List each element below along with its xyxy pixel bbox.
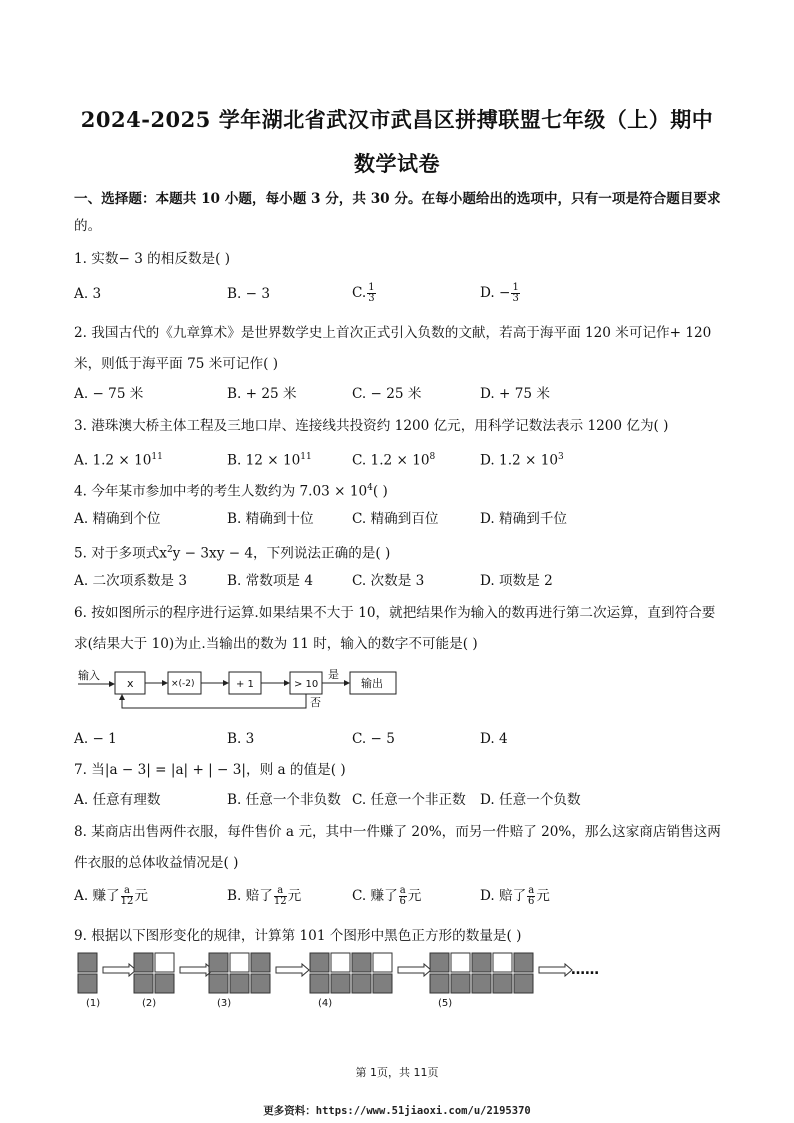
q4-stem: 4. 今年某市参加中考的考生人数约为 $7.03 \times 10^4$( )	[74, 483, 388, 500]
q5-option-d: D. 项数是 2	[480, 573, 553, 589]
pattern-square	[514, 974, 533, 993]
pattern-square	[310, 953, 329, 972]
pattern-square	[472, 953, 491, 972]
q6-stem-line2: 求(结果大于 10)为止.当输出的数为 11 时，输入的数字不可能是( )	[74, 636, 478, 652]
pattern-square	[155, 974, 174, 993]
section-heading: 一、选择题：本题共 10 小题，每小题 3 分，共 30 分。在每小题给出的选项中，只有一项是符合题目要求	[74, 191, 721, 207]
exam-title-line2: 数学试卷	[354, 151, 440, 176]
program-flowchart	[74, 664, 414, 714]
q5-stem: 5. 对于多项式$x^2y - 3xy - 4$，下列说法正确的是( )	[74, 545, 391, 562]
page-footer: 第 1页，共 11页	[355, 1066, 439, 1079]
pattern-square	[230, 974, 249, 993]
exam-title-line1: 2024-2025 学年湖北省武汉市武昌区拼搏联盟七年级（上）期中	[80, 107, 714, 132]
pattern-square	[331, 953, 350, 972]
pattern-square	[331, 974, 350, 993]
q2-stem-line2: 米，则低于海平面 75 米可记作( )	[74, 356, 278, 372]
pattern-square	[373, 953, 392, 972]
pattern-label: (5)	[438, 998, 453, 1009]
flow-box-add-label: + 1	[236, 679, 254, 690]
flow-box-x-label: x	[127, 677, 134, 690]
q6-option-a: A. − 1	[74, 731, 117, 747]
q6-option-d: D. 4	[480, 731, 508, 747]
pattern-square	[430, 974, 449, 993]
flow-box-multiply-label: ×(-2)	[171, 679, 195, 689]
pattern-ellipsis: ……	[571, 962, 599, 978]
q4-option-c: C. 精确到百位	[352, 511, 439, 527]
pattern-square	[134, 953, 153, 972]
flow-output-label: 输出	[361, 677, 383, 690]
q2-option-b: B. + 25 米	[227, 386, 297, 402]
pattern-arrow	[180, 964, 213, 976]
q1-stem: 1. 实数− 3 的相反数是( )	[74, 251, 231, 267]
pattern-square	[251, 974, 270, 993]
flow-no-label: 否	[310, 696, 321, 709]
q8-option-a: A. 赚了 $\frac{a}{12}$ 元	[74, 885, 148, 907]
pattern-square	[430, 953, 449, 972]
q7-option-b: B. 任意一个非负数	[227, 792, 341, 808]
q9-stem: 9. 根据以下图形变化的规律，计算第 101 个图形中黑色正方形的数量是( )	[74, 928, 522, 944]
pattern-square	[209, 974, 228, 993]
q1-option-c: C. $\frac{1}{3}$	[352, 282, 375, 304]
q2-option-c: C. − 25 米	[352, 386, 422, 402]
q8-stem-line1: 8. 某商店出售两件衣服，每件售价 a 元，其中一件赚了 20%，而另一件赔了 20%，那么这家商店销售这两	[74, 824, 721, 840]
q5-option-a: A. 二次项系数是 3	[74, 573, 187, 589]
q5-option-b: B. 常数项是 4	[227, 573, 313, 589]
q8-option-b: B. 赔了 $\frac{a}{12}$ 元	[227, 885, 302, 907]
q2-option-a: A. − 75 米	[74, 386, 144, 402]
q7-stem: 7. 当|a − 3| = |a| + | − 3|，则 a 的值是( )	[74, 762, 346, 778]
pattern-square	[493, 953, 512, 972]
pattern-arrow	[276, 964, 309, 976]
flow-yes-label: 是	[328, 668, 339, 681]
pattern-square	[134, 974, 153, 993]
pattern-square	[472, 974, 491, 993]
pattern-label: (2)	[142, 998, 157, 1009]
more-resources-link[interactable]: 更多资料：https://www.51jiaoxi.com/u/2195370	[263, 1105, 531, 1117]
pattern-label: (4)	[318, 998, 333, 1009]
pattern-label: (3)	[217, 998, 232, 1009]
q8-stem-line2: 件衣服的总体收益情况是( )	[74, 855, 239, 871]
q6-option-b: B. 3	[227, 731, 255, 747]
flow-input-label: 输入	[78, 669, 100, 682]
q8-option-c: C. 赚了 $\frac{a}{6}$ 元	[352, 885, 422, 907]
q4-option-d: D. 精确到千位	[480, 511, 568, 527]
q6-option-c: C. − 5	[352, 731, 395, 747]
q3-option-a: A. $1.2 \times 10^{11}$	[74, 452, 163, 469]
q1-option-a: A. 3	[74, 286, 102, 302]
pattern-square	[373, 974, 392, 993]
q6-stem-line1: 6. 按如图所示的程序进行运算.如果结果不大于 10，就把结果作为输入的数再进行第二次运算，直到符合要	[74, 605, 716, 621]
q1-option-b: B. − 3	[227, 286, 270, 302]
q7-option-a: A. 任意有理数	[74, 792, 161, 808]
pattern-label: (1)	[86, 998, 101, 1009]
q3-option-d: D. $1.2 \times 10^3$	[480, 452, 564, 469]
pattern-square	[514, 953, 533, 972]
q1-option-d: D. − $\frac{1}{3}$	[480, 282, 519, 304]
q3-stem: 3. 港珠澳大桥主体工程及三地口岸、连接线共投资约 1200 亿元，用科学记数法表示 1200 亿为( )	[74, 418, 669, 434]
q7-option-d: D. 任意一个负数	[480, 792, 581, 808]
square-pattern-figure	[74, 950, 634, 1012]
pattern-square	[209, 953, 228, 972]
pattern-square	[78, 953, 97, 972]
pattern-square	[155, 953, 174, 972]
q8-option-d: D. 赔了 $\frac{a}{6}$ 元	[480, 885, 550, 907]
q2-option-d: D. + 75 米	[480, 386, 550, 402]
pattern-square	[251, 953, 270, 972]
pattern-square	[310, 974, 329, 993]
pattern-square	[352, 974, 371, 993]
q2-stem-line1: 2. 我国古代的《九章算术》是世界数学史上首次正式引入负数的文献，若高于海平面 120 米可记作+ 120	[74, 325, 712, 341]
q5-option-c: C. 次数是 3	[352, 573, 425, 589]
pattern-square	[451, 974, 470, 993]
q4-option-a: A. 精确到个位	[74, 511, 161, 527]
q3-option-c: C. $1.2 \times 10^8$	[352, 452, 436, 469]
q4-option-b: B. 精确到十位	[227, 511, 314, 527]
pattern-arrow	[103, 964, 136, 976]
q3-option-b: B. $12 \times 10^{11}$	[227, 452, 312, 469]
section-heading-cont: 的。	[74, 218, 102, 234]
pattern-square	[451, 953, 470, 972]
pattern-square	[493, 974, 512, 993]
pattern-square	[230, 953, 249, 972]
pattern-square	[352, 953, 371, 972]
q7-option-c: C. 任意一个非正数	[352, 792, 466, 808]
pattern-arrow	[398, 964, 431, 976]
flow-box-compare-label: > 10	[294, 679, 319, 690]
pattern-square	[78, 974, 97, 993]
pattern-arrow	[539, 964, 572, 976]
